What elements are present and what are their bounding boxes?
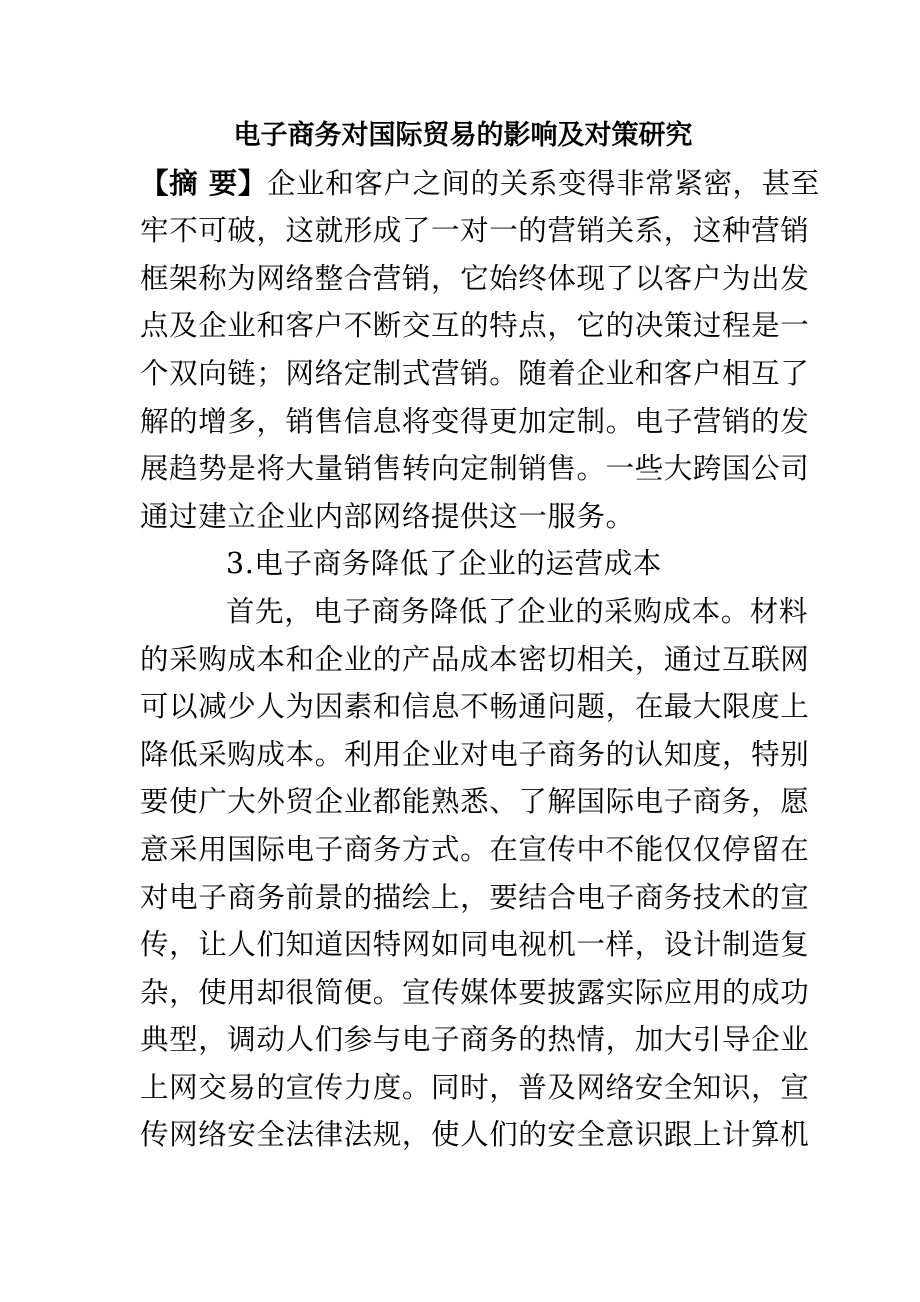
body-line: 意采用国际电子商务方式。在宣传中不能仅仅停留在	[140, 832, 810, 866]
section-heading: 3.电子商务降低了企业的运营成本	[226, 547, 662, 581]
abstract-label: 【摘 要】	[140, 165, 267, 200]
abstract-line: 点及企业和客户不断交互的特点，它的决策过程是一	[140, 309, 810, 343]
body-line: 对电子商务前景的描绘上，要结合电子商务技术的宣	[140, 880, 810, 914]
body-line: 要使广大外贸企业都能熟悉、了解国际电子商务，愿	[140, 785, 810, 819]
abstract-line: 解的增多，销售信息将变得更加定制。电子营销的发	[140, 404, 810, 438]
abstract-line: 通过建立企业内部网络提供这一服务。	[140, 499, 635, 533]
body-line: 典型，调动人们参与电子商务的热情，加大引导企业	[140, 1023, 810, 1057]
body-line: 杂，使用却很简便。宣传媒体要披露实际应用的成功	[140, 975, 810, 1009]
abstract-line: 个双向链；网络定制式营销。随着企业和客户相互了	[140, 356, 810, 390]
body-line: 的采购成本和企业的产品成本密切相关，通过互联网	[140, 642, 810, 676]
document-title: 电子商务对国际贸易的影响及对策研究	[233, 120, 693, 151]
abstract-line: 框架称为网络整合营销，它始终体现了以客户为出发	[140, 261, 810, 295]
body-line: 可以减少人为因素和信息不畅通问题，在最大限度上	[140, 690, 810, 724]
body-paragraph-first-line: 首先，电子商务降低了企业的采购成本。材料	[226, 594, 809, 628]
body-line: 上网交易的宣传力度。同时，普及网络安全知识，宣	[140, 1070, 810, 1104]
document-page	[140, 112, 820, 1159]
body-line: 传网络安全法律法规，使人们的安全意识跟上计算机	[140, 1118, 810, 1152]
abstract-text: 企业和客户之间的关系变得非常紧密，甚至	[266, 166, 820, 200]
abstract-line: 展趋势是将大量销售转向定制销售。一些大跨国公司	[140, 452, 810, 486]
abstract-line: 牢不可破，这就形成了一对一的营销关系，这种营销	[140, 214, 810, 248]
abstract-first-line	[140, 160, 820, 208]
body-line: 降低采购成本。利用企业对电子商务的认知度，特别	[140, 737, 810, 771]
body-line: 传，让人们知道因特网如同电视机一样，设计制造复	[140, 928, 810, 962]
